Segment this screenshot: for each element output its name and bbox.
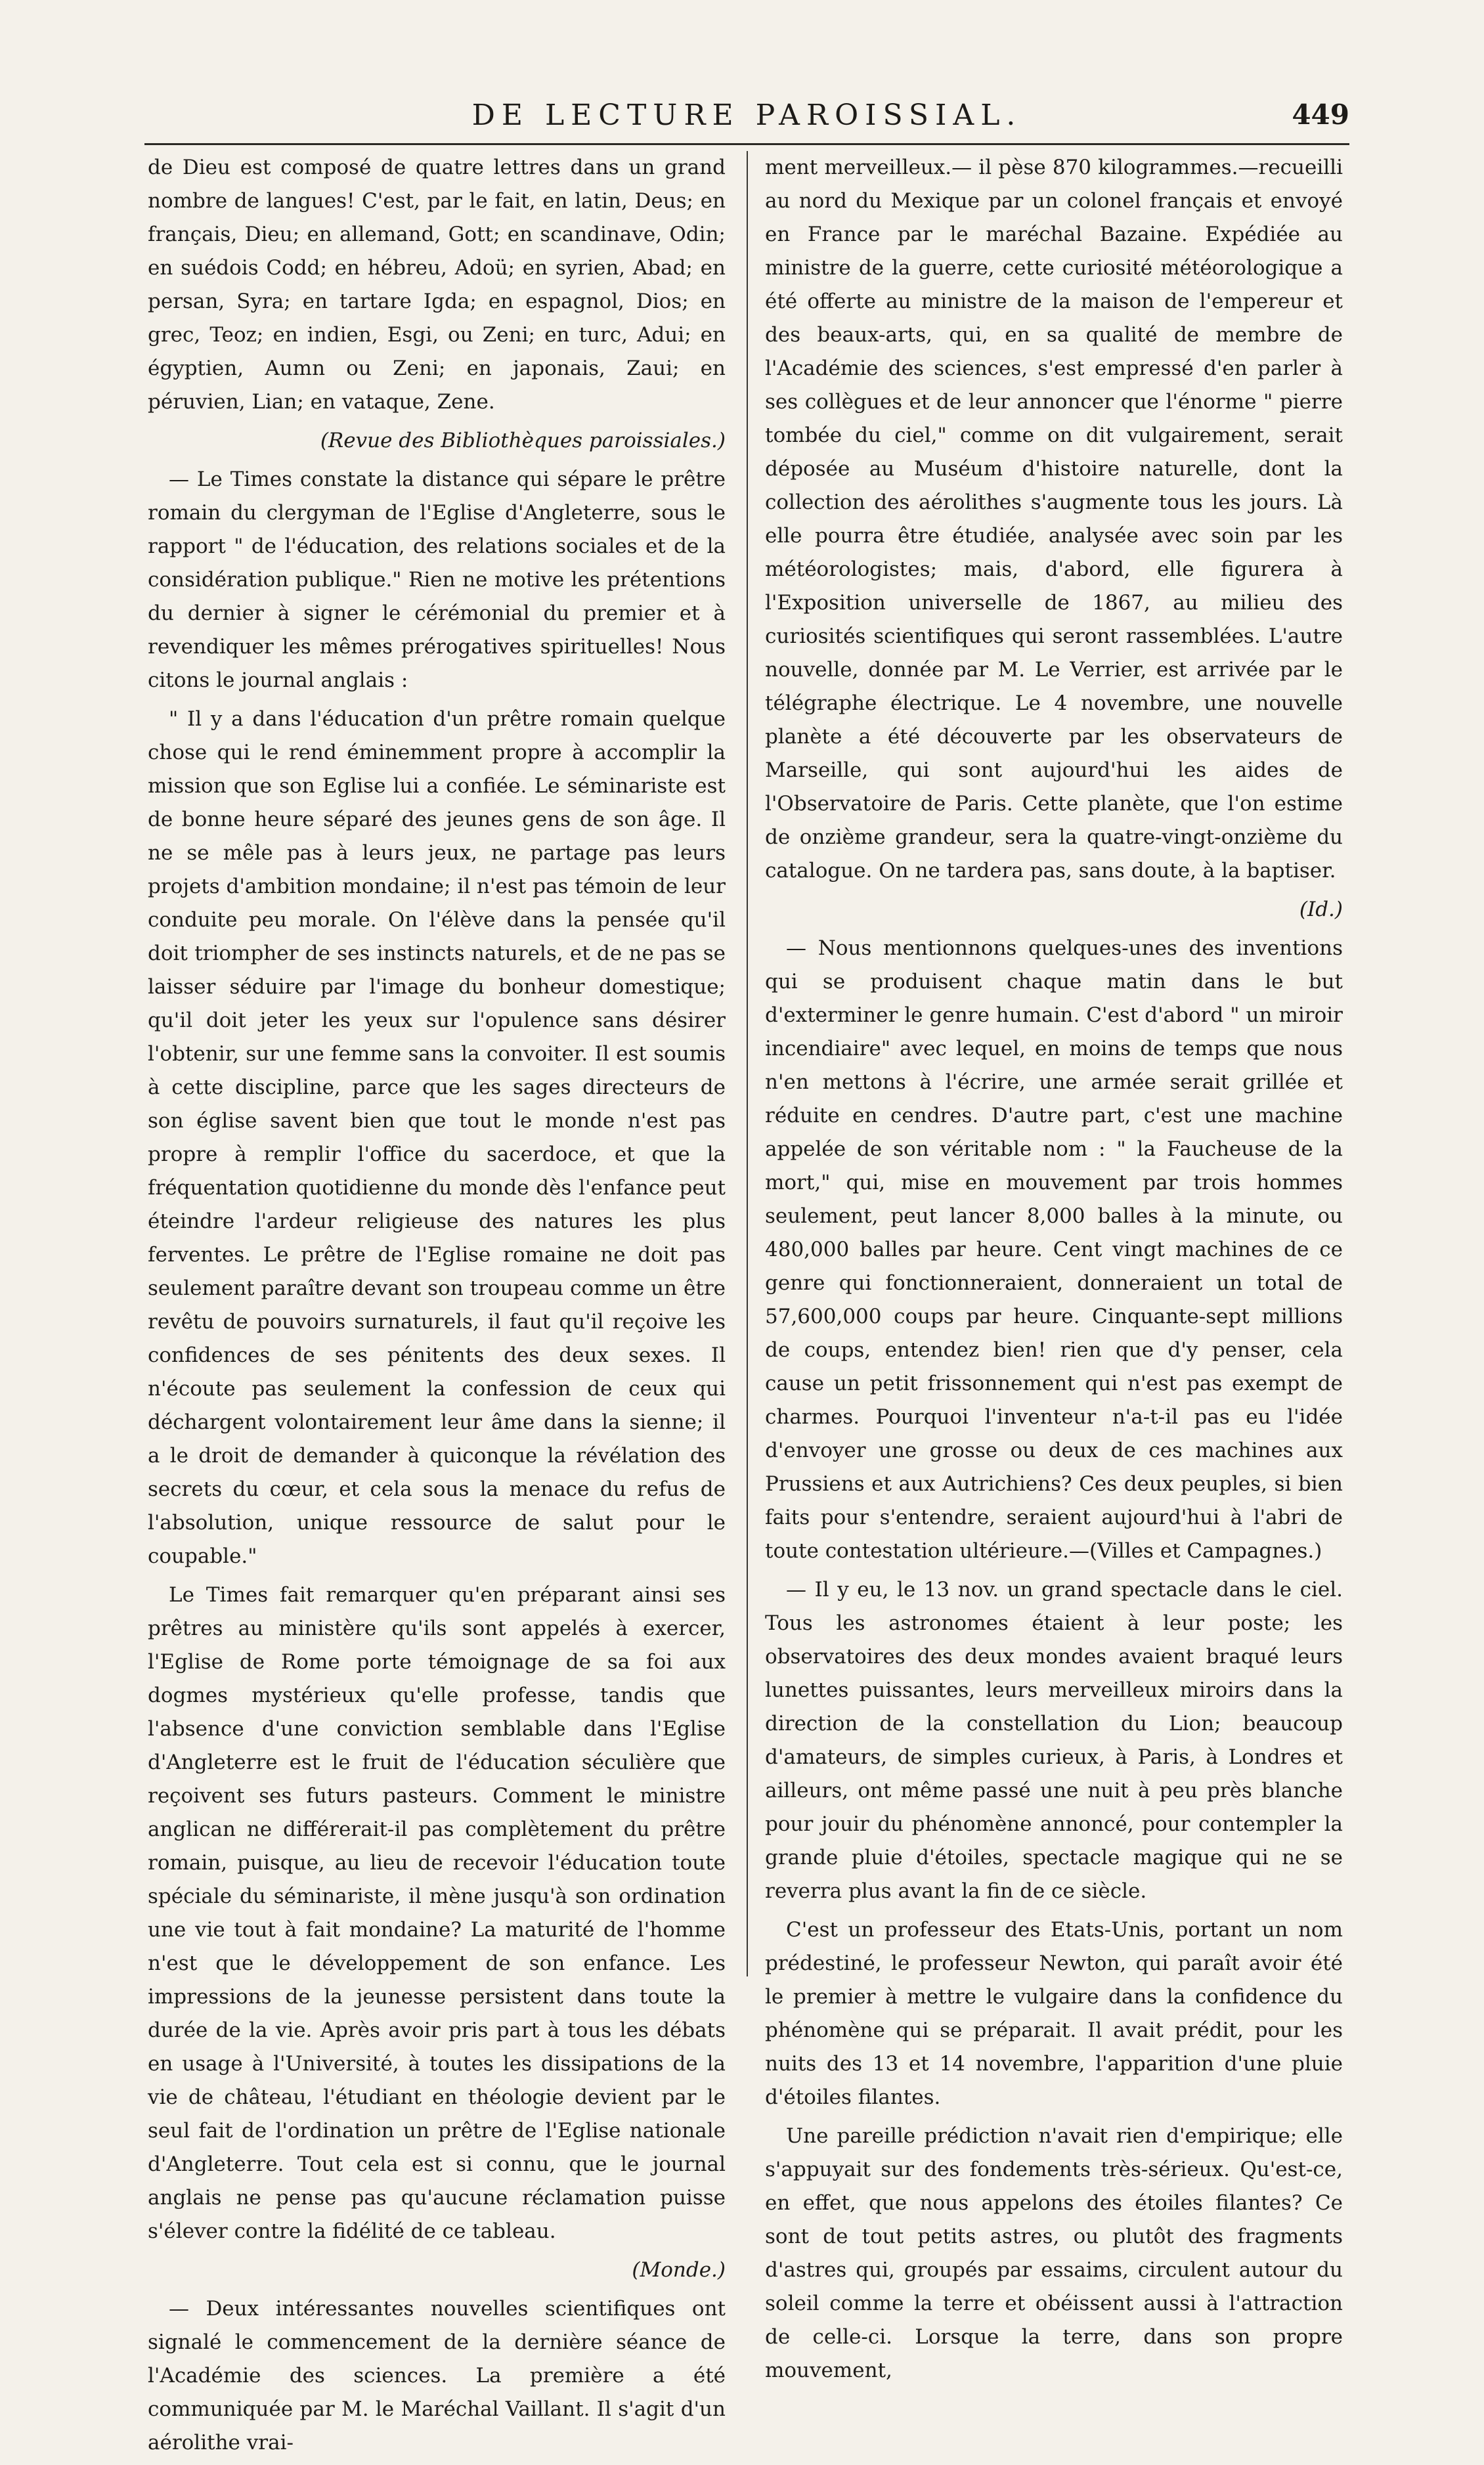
paragraph: — Deux intéressantes nouvelles scientifiques ont signalé le commencement de la dernière séance de l'Académie des sciences. La première a été communiquée par M. le Maréchal Vaillant. Il s'agit d'un aérolithe vrai- (148, 2297, 726, 2454)
page-header (144, 98, 1349, 138)
paragraph: de Dieu est composé de quatre lettres dans un grand nombre de langues! C'est, par le fait, en latin, Deus; en français, Dieu; en allemand, Gott; en scandinave, Odin; en suédois Codd; en hébreu, Adoü; en syrien, Abad; en persan, Syra; en tartare Igda; en espagnol, Dios; en grec, Teoz; en indien, Esgi, ou Zeni; en turc, Adui; en égyptien, Aumn ou Zeni; en japonais, Zaui; en péruvien, Lian; en vataque, Zene. (148, 156, 726, 414)
column-divider (747, 151, 748, 1976)
running-title: DE LECTURE PAROISSIAL. (471, 98, 1022, 132)
attribution: (Revue des Bibliothèques paroissiales.) (320, 429, 726, 452)
paragraph: — Nous mentionnons quelques-unes des inventions qui se produisent chaque matin dans le but d'exterminer le genre humain. C'est d'abord " un miroir incendiaire" avec lequel, en moins de temps que nous n'en mettons à l'écrire, une armée serait grillée et réduite en cendres. D'autre part, c'est une machine appelée de son véritable nom : " la Faucheuse de la mort," qui, mise en mouvement par trois hommes seulement, peut lancer 8,000 balles à la minute, ou 480,000 balles par heure. Cent vingt machines de ce genre qui fonctionneraient, donneraient un total de 57,600,000 coups par heure. Cinquante-sept millions de coups, entendez bien! rien que d'y penser, cela cause un petit frissonnement qui n'est pas exempt de charmes. Pourquoi l'inventeur n'a-t-il pas eu l'idée d'envoyer une grosse ou deux de ces machines aux Prussiens et aux Autrichiens? Ces deux peuples, si bien faits pour s'entendre, seraient aujourd'hui à l'abri de toute contestation ultérieure.—(Villes et Campagnes.) (765, 936, 1343, 1563)
paragraph: Le Times fait remarquer qu'en préparant ainsi ses prêtres au ministère qu'ils sont appelés à exercer, l'Eglise de Rome porte témoignage de sa foi aux dogmes mystérieux qu'elle professe, tandis que l'absence d'une conviction semblable dans l'Eglise d'Angleterre est le fruit de l'éducation séculière que reçoivent ses futurs pasteurs. Comment le ministre anglican ne différerait-il pas complètement du prêtre romain, puisque, au lieu de recevoir l'éducation toute spéciale du séminariste, il mène jusqu'à son ordination une vie tout à fait mondaine? La maturité de l'homme n'est que le développement de son enfance. Les impressions de la jeunesse persistent dans toute la durée de la vie. Après avoir pris part à tous les débats en usage à l'Université, à toutes les dissipations de la vie de château, l'étudiant en théologie devient par le seul fait de l'ordination un prêtre de l'Eglise nationale d'Angleterre. Tout cela est si connu, que le journal anglais ne pense pas qu'aucune réclamation puisse s'élever contre la fidélité de ce tableau. (148, 1583, 726, 2243)
right-column (765, 151, 1343, 2393)
left-column (148, 151, 726, 2465)
paragraph: — Il y eu, le 13 nov. un grand spectacle dans le ciel. Tous les astronomes étaient à leur poste; les observatoires des deux mondes avaient braqué leurs lunettes puissantes, leurs merveilleux miroirs dans la direction de la constellation du Lion; beaucoup d'amateurs, de simples curieux, à Paris, à Londres et ailleurs, ont même passé une nuit à peu près blanche pour jouir du phénomène annoncé, pour contempler la grande pluie d'étoiles, spectacle magique qui ne se reverra plus avant la fin de ce siècle. (765, 1578, 1343, 1903)
paragraph: C'est un professeur des Etats-Unis, portant un nom prédestiné, le professeur Newton, qui paraît avoir été le premier à mettre le vulgaire dans la confidence du phénomène qui se préparait. Il avait prédit, pour les nuits des 13 et 14 novembre, l'apparition d'une pluie d'étoiles filantes. (765, 1918, 1343, 2109)
page-number: 449 (1292, 98, 1349, 131)
paragraph: Une pareille prédiction n'avait rien d'empirique; elle s'appuyait sur des fondements très-sérieux. Qu'est-ce, en effet, que nous appelons des étoiles filantes? Ce sont de tout petits astres, ou plutôt des fragments d'astres qui, groupés par essaims, circulent autour du soleil comme la terre et obéissent aussi à l'attraction de celle-ci. Lorsque la terre, dans son propre mouvement, (765, 2124, 1343, 2382)
paragraph: " Il y a dans l'éducation d'un prêtre romain quelque chose qui le rend éminemment propre à accomplir la mission que son Eglise lui a confiée. Le séminariste est de bonne heure séparé des jeunes gens de son âge. Il ne se mêle pas à leurs jeux, ne partage pas leurs projets d'ambition mondaine; il n'est pas témoin de leur conduite peu morale. On l'élève dans la pensée qu'il doit triompher de ses instincts naturels, et de ne pas se laisser séduire par l'image du bonheur domestique; qu'il doit jeter les yeux sur l'opulence sans désirer l'obtenir, sur une femme sans la convoiter. Il est soumis à cette discipline, parce que les sages directeurs de son église savent bien que tout le monde n'est pas propre à remplir l'office du sacerdoce, et que la fréquentation quotidienne du monde dès l'enfance peut éteindre l'ardeur religieuse des natures les plus ferventes. Le prêtre de l'Eglise romaine ne doit pas seulement paraître devant son troupeau comme un être revêtu de pouvoirs surnaturels, il faut qu'il reçoive les confidences de ses pénitents des deux sexes. Il n'écoute pas seulement la confession de ceux qui déchargent volontairement leur âme dans la sienne; il a le droit de demander à quiconque la révélation des secrets du cœur, et cela sous la menace du refus de l'absolution, unique ressource de salut pour le coupable." (148, 707, 726, 1568)
attribution: (Monde.) (632, 2258, 726, 2282)
paragraph: — Le Times constate la distance qui sépare le prêtre romain du clergyman de l'Eglise d'Angleterre, sous le rapport " de l'éducation, des relations sociales et de la considération publique." Rien ne motive les prétentions du dernier à signer le cérémonial du premier et à revendiquer les mêmes prérogatives spirituelles! Nous citons le journal anglais : (148, 468, 726, 692)
header-rule (144, 143, 1349, 145)
paragraph: ment merveilleux.— il pèse 870 kilogrammes.—recueilli au nord du Mexique par un colonel français et envoyé en France par le maréchal Bazaine. Expédiée au ministre de la guerre, cette curiosité météorologique a été offerte au ministre de la maison de l'empereur et des beaux-arts, qui, en sa qualité de membre de l'Académie des sciences, s'est empressé d'en parler à ses collègues et de leur annoncer que l'énorme " pierre tombée du ciel," comme on dit vulgairement, serait déposée au Muséum d'histoire naturelle, dont la collection des aérolithes s'augmente tous les jours. Là elle pourra être étudiée, analysée avec soin par les météorologistes; mais, d'abord, elle figurera à l'Exposition universelle de 1867, au milieu des curiosités scientifiques qui seront rassemblées. L'autre nouvelle, donnée par M. Le Verrier, est arrivée par le télégraphe électrique. Le 4 novembre, une nouvelle planète a été découverte par les observateurs de Marseille, qui sont aujourd'hui les aides de l'Observatoire de Paris. Cette planète, que l'on estime de onzième grandeur, sera la quatre-vingt-onzième du catalogue. On ne tardera pas, sans doute, à la baptiser. (765, 156, 1343, 883)
attribution: (Id.) (1299, 898, 1343, 921)
